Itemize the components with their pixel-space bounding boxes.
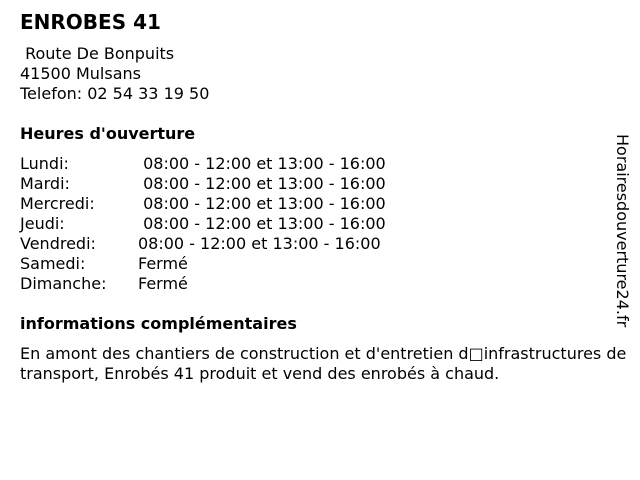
day-label: Dimanche: bbox=[20, 274, 107, 293]
time-value: 08:00 - 12:00 et 13:00 - 16:00 bbox=[138, 154, 386, 173]
day-label: Vendredi: bbox=[20, 234, 96, 253]
address-city: 41500 Mulsans bbox=[20, 64, 141, 83]
day-label: Lundi: bbox=[20, 154, 69, 173]
info-description: En amont des chantiers de construction et d'entretien d□infrastructures de transport, Enrobés 41 produit et vend des enrobés à chaud. bbox=[20, 344, 627, 383]
address-street: Route De Bonpuits bbox=[20, 44, 175, 63]
time-value: 08:00 - 12:00 et 13:00 - 16:00 bbox=[138, 174, 386, 193]
hours-row-vendredi bbox=[20, 234, 386, 254]
site-watermark: Horairesdouverture24.fr bbox=[613, 134, 632, 328]
hours-row-samedi bbox=[20, 254, 386, 274]
info-heading: informations complémentaires bbox=[20, 314, 297, 333]
time-value: 08:00 - 12:00 et 13:00 - 16:00 bbox=[138, 194, 386, 213]
hours-table bbox=[20, 154, 386, 294]
hours-heading: Heures d'ouverture bbox=[20, 124, 196, 143]
hours-row-dimanche bbox=[20, 274, 386, 294]
address-block bbox=[20, 44, 209, 104]
day-label: Jeudi: bbox=[20, 214, 65, 233]
time-value: 08:00 - 12:00 et 13:00 - 16:00 bbox=[138, 214, 386, 233]
hours-row-jeudi bbox=[20, 214, 386, 234]
phone-number[interactable]: Telefon: 02 54 33 19 50 bbox=[20, 84, 210, 103]
day-label: Samedi: bbox=[20, 254, 86, 273]
time-value: Fermé bbox=[138, 254, 188, 273]
day-label: Mardi: bbox=[20, 174, 70, 193]
business-name: ENROBES 41 bbox=[20, 10, 161, 34]
hours-row-lundi bbox=[20, 154, 386, 174]
time-value: 08:00 - 12:00 et 13:00 - 16:00 bbox=[138, 234, 381, 253]
hours-row-mardi bbox=[20, 174, 386, 194]
day-label: Mercredi: bbox=[20, 194, 95, 213]
time-value: Fermé bbox=[138, 274, 188, 293]
hours-row-mercredi bbox=[20, 194, 386, 214]
